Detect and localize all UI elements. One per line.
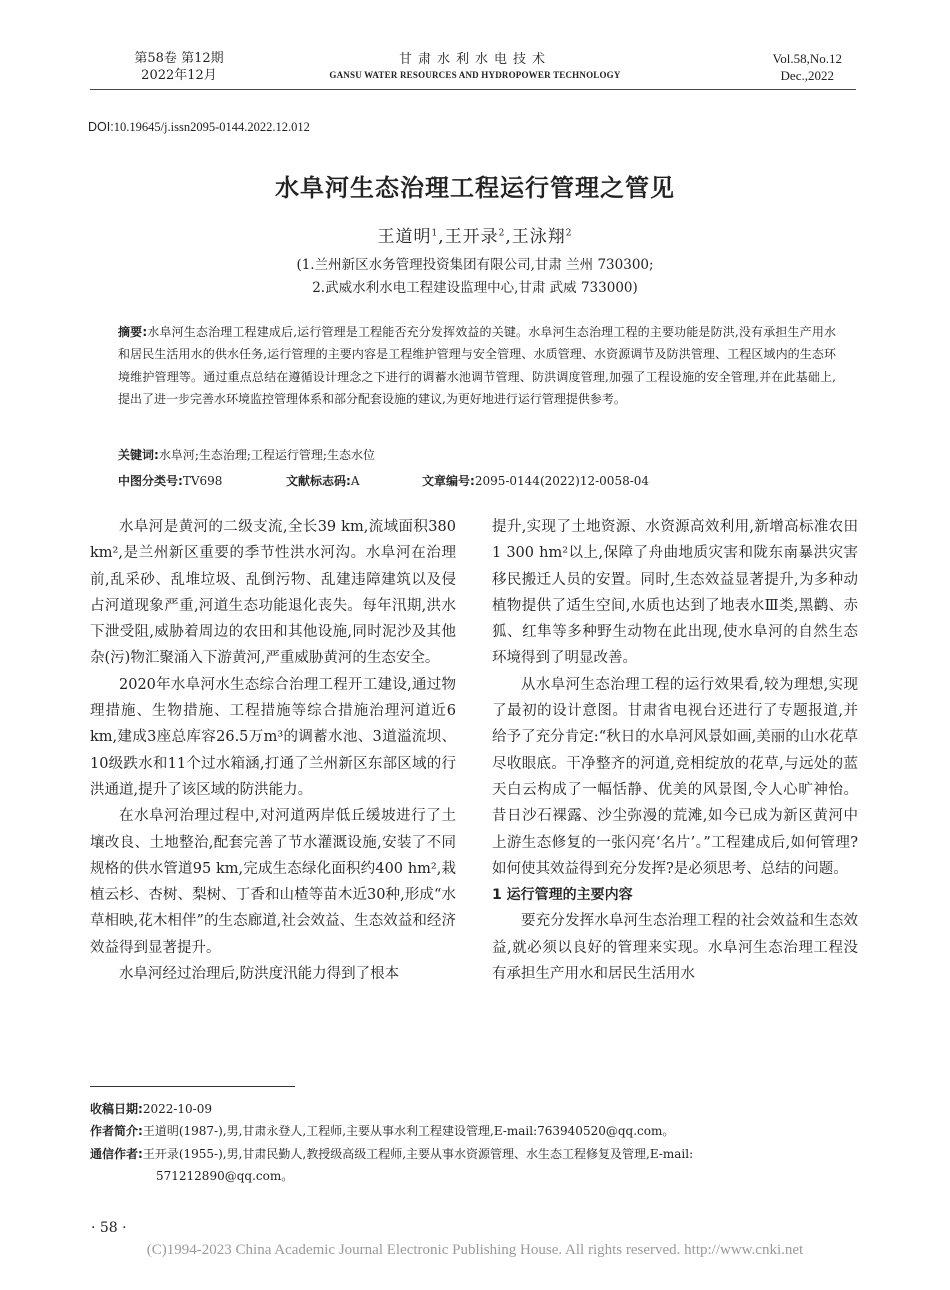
body-column-right	[492, 514, 858, 987]
author-affil-mark: 1	[431, 228, 439, 239]
doc-value: A	[350, 474, 360, 488]
copyright-notice: (C)1994-2023 China Academic Journal Electronic Publishing House. All rights reserved. http://www.cnki.net	[146, 1242, 804, 1258]
affiliation-line: (1.兰州新区水务管理投资集团有限公司,甘肃 兰州 730300;	[296, 257, 654, 273]
author-bio-value: 王道明(1987-),男,甘肃永登人,工程师,主要从事水利工程建设管理,E-mail:763940520@qq.com。	[142, 1124, 675, 1139]
corr-label: 通信作者:	[90, 1146, 143, 1161]
header-volume-cn: 第58卷 第12期	[134, 51, 224, 66]
author-bio	[90, 1120, 856, 1142]
keywords	[118, 446, 836, 463]
keywords-label: 关键词:	[118, 448, 159, 462]
received-value: 2022-10-09	[142, 1102, 212, 1116]
author-name: 王泳翔	[511, 227, 566, 247]
body-paragraph: 水阜河是黄河的二级支流,全长39 km,流域面积380 km²,是兰州新区重要的季节性洪水河沟。水阜河在治理前,乱采砂、乱堆垃圾、乱倒污物、乱建违障建筑以及侵占河道现象严重,河道生态功能退化丧失。每年汛期,洪水下泄受阻,威胁着周边的农田和其他设施,同时泥沙及其他杂(污)物汇聚涌入下游黄河,严重威胁黄河的生态安全。	[90, 519, 456, 667]
corresponding-author	[90, 1143, 856, 1165]
header-volume-en: Vol.58,No.12	[772, 51, 842, 66]
body-column-left	[90, 514, 456, 987]
affiliations	[0, 254, 950, 300]
clc-code	[118, 472, 222, 489]
abstract	[118, 321, 836, 410]
author-affil-mark: 2	[565, 228, 573, 239]
body-paragraph: 水阜河经过治理后,防洪度汛能力得到了根本	[119, 966, 400, 983]
header-date-cn: 2022年12月	[141, 68, 217, 83]
doi-label: DOI:	[88, 120, 114, 134]
clc-value: TV698	[182, 474, 223, 488]
author-affil-mark: 2	[498, 228, 506, 239]
article-number	[422, 472, 649, 489]
doc-code	[286, 472, 359, 489]
article-label: 文章编号:	[422, 474, 475, 488]
received-date	[90, 1098, 856, 1120]
corr-value: 王开录(1955-),男,甘肃民勤人,教授级高级工程师,主要从事水资源管理、水生态工程修复及管理,E-mail:	[142, 1146, 694, 1161]
received-label: 收稿日期:	[90, 1102, 143, 1116]
paper-title: 水阜河生态治理工程运行管理之管见	[275, 173, 675, 202]
body-paragraph: 2020年水阜河水生态综合治理工程开工建设,通过物理措施、生物措施、工程措施等综合措施治理河道近6 km,建成3座总库容26.5万m³的调蓄水池、3道溢流坝、10级跌水和11个过水箱涵,打通了兰州新区东部区域的行洪通道,提升了该区域的防洪能力。	[90, 676, 456, 798]
author-name: 王开录	[444, 227, 499, 247]
author-name: 王道明	[377, 227, 432, 247]
doi-value: 10.19645/j.issn2095-0144.2022.12.012	[113, 120, 310, 134]
header-issue-en	[773, 50, 842, 84]
affiliation-line: 2.武威水利水电工程建设监理中心,甘肃 武威 733000)	[312, 280, 638, 296]
author-bio-label: 作者简介:	[90, 1124, 143, 1139]
abstract-text: 水阜河生态治理工程建成后,运行管理是工程能否充分发挥效益的关键。水阜河生态治理工程的主要功能是防洪,没有承担生产用水和居民生活用水的供水任务,运行管理的主要内容是工程维护管理与安全管理、水质管理、水资源调节及防洪管理、工程区域内的生态环境维护管理等。通过重点总结在遵循设计理念之下进行的调蓄水池调节管理、防洪调度管理,加强了工程设施的安全管理,并在此基础上,提出了进一步完善水环境监控管理体系和部分配套设施的建议,为更好地进行运行管理提供参考。	[118, 325, 836, 406]
footnotes	[90, 1098, 856, 1187]
body-paragraph: 从水阜河生态治理工程的运行效果看,较为理想,实现了最初的设计意图。甘肃省电视台还进行了专题报道,并给予了充分肯定:“秋日的水阜河风景如画,美丽的山水花草尽收眼底。干净整齐的河道,竞相绽放的花草,与远处的蓝天白云构成了一幅恬静、优美的风景图,令人心旷神怡。昔日沙石裸露、沙尘弥漫的荒滩,如今已成为新区黄河中上游生态修复的一张闪亮‘名片’。”工程建成后,如何管理?如何使其效益得到充分发挥?是必须思考、总结的问题。	[492, 676, 858, 877]
body-paragraph-continued: 提升,实现了土地资源、水资源高效利用,新增高标准农田1 300 hm²以上,保障了舟曲地质灾害和陇东南暴洪灾害移民搬迁人员的安置。同时,生态效益显著提升,为多种动植物提供了适生空间,水质也达到了地表水Ⅲ类,黑鹳、赤狐、红隼等多种野生动物在此出现,使水阜河的自然生态环境得到了明显改善。	[492, 519, 858, 667]
page-number: · 58 ·	[91, 1220, 127, 1236]
header-date-en: Dec.,2022	[780, 68, 834, 83]
body-paragraph: 要充分发挥水阜河生态治理工程的社会效益和生态效益,就必须以良好的管理来实现。水阜河生态治理工程没有承担生产用水和居民生活用水	[492, 913, 858, 983]
clc-label: 中图分类号:	[118, 474, 183, 488]
author-list: 王道明$^1$,王开录$^2$,王泳翔$^2$	[377, 227, 573, 247]
journal-name-en: GANSU WATER RESOURCES AND HYDROPOWER TECHNOLOGY	[329, 70, 621, 80]
keywords-text: 水阜河;生态治理;工程运行管理;生态水位	[158, 448, 375, 462]
footnote-divider	[90, 1086, 295, 1087]
journal-name-cn: 甘肃水利水电技术	[398, 52, 551, 67]
abstract-label: 摘要:	[118, 325, 148, 339]
doi	[88, 120, 310, 135]
corresponding-author-email: 571212890@qq.com。	[156, 1168, 294, 1183]
header-divider	[90, 89, 856, 90]
article-value: 2095-0144(2022)12-0058-04	[474, 474, 650, 488]
body-paragraph: 在水阜河治理过程中,对河道两岸低丘缓坡进行了土壤改良、土地整治,配套完善了节水灌溉设施,安装了不同规格的供水管道95 km,完成生态绿化面积约400 hm²,栽植云杉、杏树、梨树、丁香和山楂等苗木近30种,形成“水草相映,花木相伴”的生态廊道,社会效益、生态效益和经济效益得到显著提升。	[90, 808, 456, 956]
section-heading: 1 运行管理的主要内容	[492, 887, 633, 904]
doc-label: 文献标志码:	[286, 474, 351, 488]
